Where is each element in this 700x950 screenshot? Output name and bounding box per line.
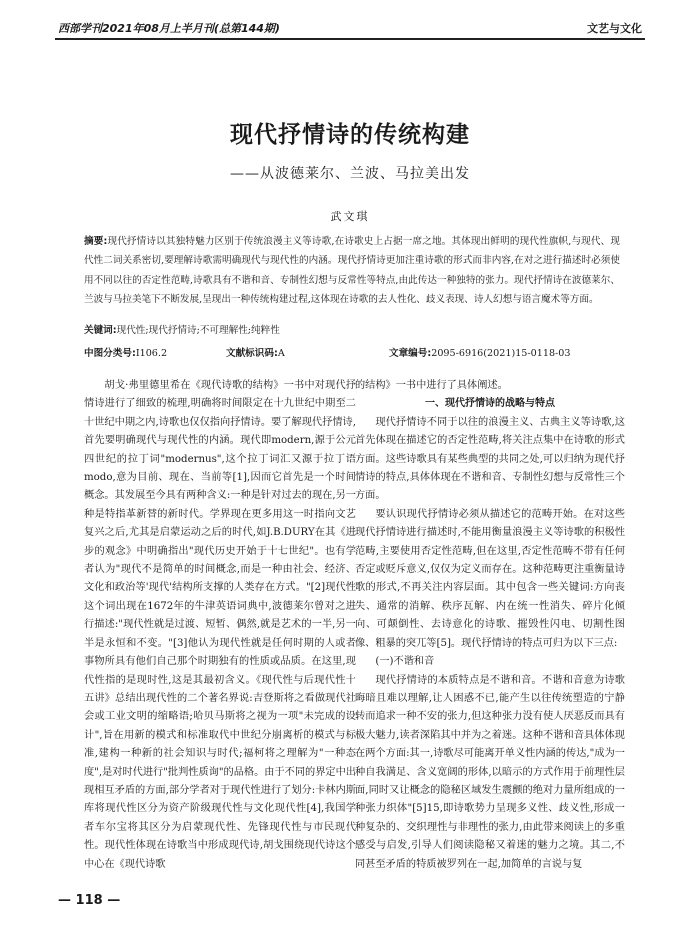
article-title: 现代抒情诗的传统构建 [230, 122, 470, 148]
body-paragraph: 要认识现代抒情诗必须从描述它的范畴开始。在对这些现代抒情诗进行描述时,不能用衡量浪漫主义等诗歌的积极性范畴,主要使用否定性范畴,但在这里,否定性范畴不带有任何否定或贬斥意义,仅仅为定义而存在。这种范畴更注重衡量诗歌的形式,不再关注内容层面。其中包含一些关键词:方向丧失、通常的消解、秩序瓦解、内在统一性消失、碎片化倾向、可颠倒性、去诗意化的诗歌、摧毁性闪电、切割性图像、粗暴的突兀等[5]。现代抒情诗的特点可归为以下三点: [355, 508, 625, 649]
doc-code [226, 345, 285, 359]
body-paragraph: 现代抒情诗不同于以往的浪漫主义、古典主义等诗歌,这首先体现在描述它的否定性范畴,将关注点集中在诗歌的形式方面。这些诗歌具有某些典型的共同之处,可以归纳为现代抒情诗的特点,具体体现在不谐和音、专制性幻想与反常性三个方面。 [355, 416, 625, 502]
keywords-text: 现代性;现代抒情诗;不可理解性;纯粹性 [116, 325, 280, 336]
body-column-left [84, 377, 356, 874]
header-rule [55, 38, 645, 40]
doc-value: A [277, 348, 285, 359]
abstract-text: 现代抒情诗以其独特魅力区别于传统浪漫主义等诗歌,在诗歌史上占据一席之地。其体现出鲜明的现代性旗帜,与现代、现代性二词关系密切,要理解诗歌需明确现代与现代性的内涵。现代抒情诗更加注重诗歌的形式而非内容,在对之进行描述时必须使用不同以往的否定性范畴,诗歌具有不谐和音、专制性幻想与反常性等特点,由此传达一种独特的张力。现代抒情诗在波德莱尔、兰波与马拉美笔下不断发展,呈现出一种传统构建过程,这体现在诗歌的去人性化、歧义表现、诗人幻想与语言魔术等方面。 [84, 236, 620, 306]
clc-label: 中图分类号: [84, 348, 136, 359]
abstract [84, 232, 620, 310]
page-number: — 118 — [58, 893, 121, 908]
journal-header: 西部学刊2021年08月上半月刊(总第144期) [58, 22, 280, 35]
body-paragraph: 现代抒情诗的本质特点是不谐和音。不谐和音意为诗歌晦暗且难以理解,让人困惑不已,能产生以往传统塑造的宁静转而追求一种不安的张力,但这种张力没有使人厌恶反而具有极大魅力,读者深陷其中并为之着迷。这种不谐和音具体体现在两个方面:其一,诗歌尽可能离开单义性内涵的传达,"成为一种自我满足、含义宽阔的形体,以暗示的方式作用于前理性层面,同时又让概念的隐秘区域发生震颤的绝对力量所组成的一种张力织体"[5]15,即诗歌势力呈现多义性、歧义性,形成一种复杂的、交织理性与非理性的张力,由此带来阅读上的多重感受与启发,引导人们阅读隐秘又着迷的魅力之境。其二,不同甚至矛盾的特质被罗列在一起,加简单的言说与复 [355, 674, 625, 870]
abstract-label: 摘要: [84, 236, 108, 247]
subsection-heading: (一)不谐和音 [375, 656, 435, 668]
article-number [389, 345, 571, 359]
keywords [84, 322, 620, 336]
doc-label: 文献标识码: [226, 348, 278, 359]
article-subtitle: ——从波德莱尔、兰波、马拉美出发 [230, 166, 470, 182]
body-paragraph: 胡戈·弗里德里希在《现代诗歌的结构》一书中对现代抒情诗进行了细致的梳理,明确将时间限定在十九世纪中期至二十世纪中期之内,诗歌也仅仅指向抒情诗。要了解现代抒情诗,首先要明确现代与现代性的内涵。现代即modern,源于公元四世纪的拉丁词"modernus",这个拉丁词汇又源于拉丁语modo,意为目前、现在、当前等[1],因而它首先是一个时间概念。其发展至今具有两种含义:一种是针对过去的现在,另一种是特指革新替的新时代。学界现在更多用这一时指向文艺复兴之后,尤其是启蒙运动之后的时代,如J.B.DURY在其《进步的观念》中明确指出"现代历史开始于十七世纪"。也有学者认为"现代不是简单的时间概念,而是一种由社会、经济、文化和政治等'现代'结构所支撑的人类存在方式。"[2]现代性这个词出现在1672年的牛津英语词典中,波德莱尔曾对之进行描述:"现代性就是过渡、短暂、偶然,就是艺术的一半,另一半是永恒和不变。"[3]他认为现代性就是任何时期的人或者事物所具有他们自己那个时期独有的性质或品质。在这里,现代性指的是现时性,这是其最初含义。《现代性与后现代性十五讲》总结出现代性的二个著名界说:吉登斯将之看做现代社会或工业文明的缩略语;哈贝马斯将之视为一项"未完成的设计",旨在用新的模式和标准取代中世纪分崩离析的模式与标准,建构一种新的社会知识与时代;福柯将之理解为"一种态度",是对时代进行"批判性质询"的品格。由于不同的界定中出现相互矛盾的方面,部分学者对于现代性进行了划分:卡林内斯库将现代性区分为资产阶级现代性与文化现代性[4],我国学者车尔宝将其区分为启蒙现代性、先锋现代性与市民现代性。现代性体现在诗歌当中形成现代诗,胡戈围绕现代诗这个中心在《现代诗歌 [84, 380, 356, 870]
clc-value: I106.2 [135, 348, 168, 359]
article-author: 武文琪 [330, 210, 370, 223]
art-label: 文章编号: [389, 348, 432, 359]
keywords-label: 关键词: [84, 325, 117, 336]
section-heading: 一、现代抒情诗的战略与特点 [425, 398, 555, 410]
body-column-right [355, 377, 625, 874]
art-value: 2095-6916(2021)15-0118-03 [431, 348, 571, 359]
clc-number [84, 345, 167, 359]
body-paragraph: 的结构》一书中进行了具体阐述。 [355, 380, 508, 391]
section-header: 文艺与文化 [587, 22, 642, 35]
